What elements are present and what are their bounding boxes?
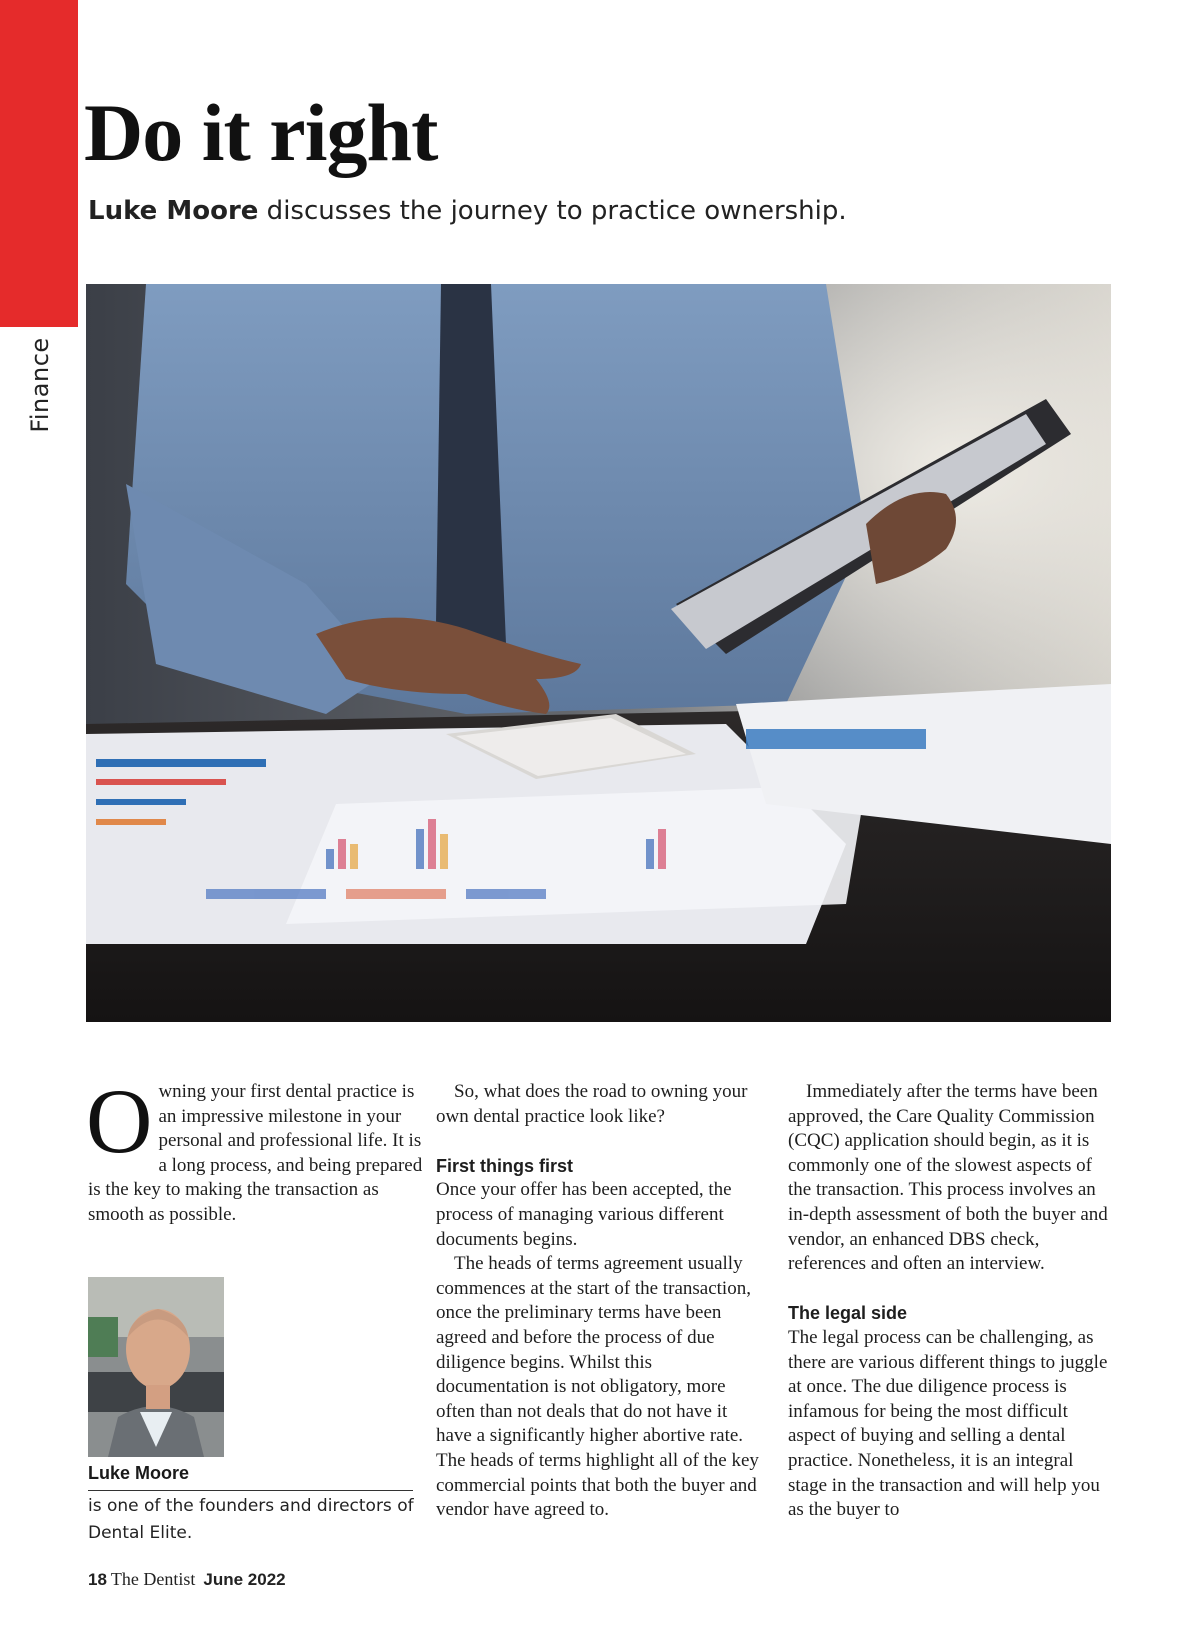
standfirst-author: Luke Moore — [88, 196, 259, 226]
author-photo — [88, 1277, 224, 1457]
intro-paragraph — [86, 1070, 423, 1228]
col2-paragraph-2: Once your offer has been accepted, the process of managing various different documents begins. — [436, 1179, 732, 1250]
page-number: 18 — [88, 1570, 107, 1589]
standfirst-text: discusses the journey to practice ownership. — [258, 196, 847, 226]
magazine-name: The Dentist — [110, 1569, 196, 1589]
issue-date: June 2022 — [203, 1570, 286, 1589]
col2-paragraph-1: So, what does the road to owning your own dental practice look like? — [436, 1081, 748, 1127]
article-column-2 — [436, 1080, 766, 1523]
photo-businessman-calculator-icon — [86, 284, 1111, 1022]
author-box-bio: is one of the founders and directors of Dental Elite. — [88, 1496, 414, 1543]
section-color-bar — [0, 0, 78, 327]
hero-photo — [86, 284, 1111, 1022]
drop-cap: O — [86, 1070, 153, 1172]
section-label: Finance — [26, 337, 54, 433]
subheading-the-legal-side: The legal side — [788, 1303, 908, 1324]
page-footer — [88, 1569, 286, 1590]
col3-paragraph-1: Immediately after the terms have been approved, the Care Quality Commission (CQC) application should begin, as it is commonly one of the slowest aspects of the transaction. This process involves an in-depth assessment of both the buyer and vendor, an enhanced DBS check, references and often an interview. — [788, 1081, 1108, 1275]
author-box-name: Luke Moore — [88, 1463, 190, 1483]
author-portrait-icon — [88, 1277, 224, 1457]
author-box-divider — [88, 1490, 413, 1491]
article-column-1 — [86, 1070, 423, 1228]
intro-text: wning your first dental practice is an impressive milestone in your personal and professional life. It is a long process, and being prepared is the key to making the transaction as smooth as possible. — [88, 1081, 423, 1225]
col3-paragraph-2: The legal process can be challenging, as there are various different things to juggle at once. The due diligence process is infamous for being the most difficult aspect of buying and selling a dental practice. Nonetheless, it is an integral stage in the transaction and will help you as the buyer to — [788, 1326, 1108, 1521]
subheading-first-things-first: First things first — [436, 1155, 574, 1176]
standfirst — [88, 196, 847, 226]
col2-paragraph-3: The heads of terms agreement usually commences at the start of the transaction, once the preliminary terms have been agreed and before the process of due diligence begins. Whilst this documentation is not obligatory, more often than not deals that do not have it have a significantly higher abortive rate. The heads of terms highlight all of the key commercial points that both the buyer and vendor have agreed to. — [436, 1253, 759, 1521]
article-column-3 — [788, 1080, 1108, 1523]
headline: Do it right — [84, 87, 438, 178]
